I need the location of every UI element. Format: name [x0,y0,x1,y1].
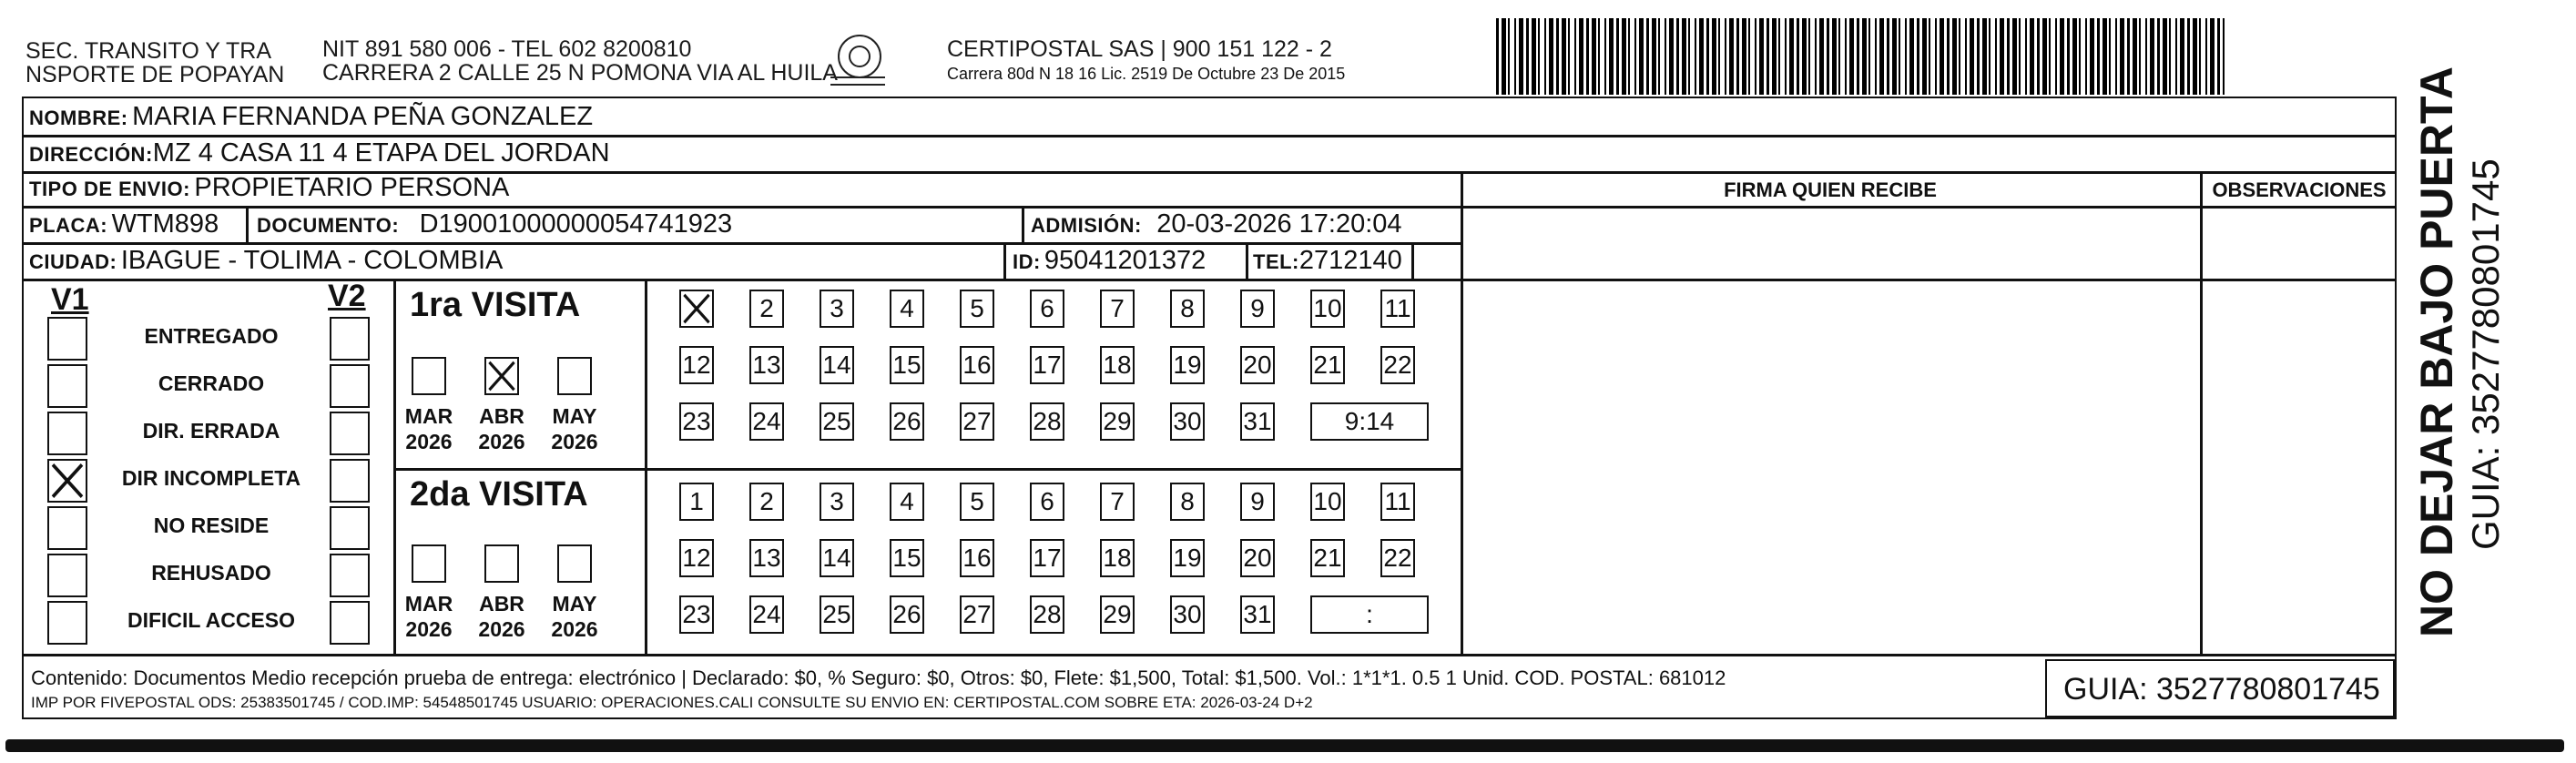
tel-value: 2712140 [1298,246,1402,275]
month-name: ABR [479,404,524,428]
v1-checkbox[interactable] [47,317,87,361]
v1-checkbox[interactable] [47,412,87,455]
v2-checkbox[interactable] [330,317,370,361]
name-value: MARIA FERNANDA PEÑA GONZALEZ [132,102,594,131]
day-box[interactable]: 19 [1170,539,1205,577]
day-box[interactable]: 11 [1380,483,1415,521]
check-mark-icon [681,291,712,326]
v2-checkbox[interactable] [330,506,370,550]
month-checkbox[interactable] [412,544,446,583]
logo-underline-icon [830,76,885,86]
day-box[interactable]: 24 [749,595,784,634]
v2-checkbox[interactable] [330,364,370,408]
day-box[interactable]: 4 [890,483,924,521]
v2-checkbox[interactable] [330,554,370,597]
day-box[interactable]: 15 [890,346,924,384]
day-box[interactable]: 31 [1240,595,1275,634]
cell-divider [1003,242,1006,279]
id-field [1013,246,1206,276]
city-value: IBAGUE - TOLIMA - COLOMBIA [120,246,504,275]
footer-divider [22,654,2397,656]
id-value: 95041201372 [1044,246,1207,275]
day-box[interactable]: 17 [1030,539,1064,577]
day-box[interactable]: 8 [1170,483,1205,521]
signature-header: FIRMA QUIEN RECIBE [1724,178,1937,201]
v1-checkbox[interactable] [47,554,87,597]
month-name: ABR [479,592,524,615]
day-box[interactable]: 21 [1310,539,1345,577]
month-name: MAY [552,404,597,428]
plate-value: WTM898 [111,209,219,239]
courier-logo-icon [838,35,881,78]
row-divider [22,279,2397,281]
day-box[interactable]: 23 [679,595,714,634]
day-box[interactable]: 26 [890,595,924,634]
day-box[interactable]: 4 [890,290,924,328]
day-box[interactable]: 16 [960,346,994,384]
time-box[interactable]: 9:14 [1310,402,1429,441]
address-field [29,138,610,168]
month-year: 2026 [405,430,453,453]
day-box[interactable]: 31 [1240,402,1275,441]
v2-label: V2 [328,279,366,313]
plate-field [29,209,219,239]
day-box[interactable]: 10 [1310,290,1345,328]
day-box[interactable]: 14 [820,346,854,384]
day-box[interactable]: 5 [960,483,994,521]
day-box[interactable]: 18 [1100,539,1135,577]
status-label: ENTREGADO [144,324,279,348]
status-label: NO RESIDE [153,514,270,537]
type-value: PROPIETARIO PERSONA [194,173,510,202]
day-box[interactable]: 3 [820,483,854,521]
day-box[interactable]: 25 [820,402,854,441]
month-year: 2026 [478,617,525,641]
address-value: MZ 4 CASA 11 4 ETAPA DEL JORDAN [152,138,610,168]
admission-value: 20-03-2026 17:20:04 [1156,209,1402,239]
courier-name: CERTIPOSTAL SAS | 900 151 122 - 2 [947,36,1332,62]
day-box[interactable]: 1 [679,483,714,521]
day-box[interactable]: 27 [960,595,994,634]
month-name: MAY [552,592,597,615]
day-box[interactable]: 23 [679,402,714,441]
day-box[interactable]: 18 [1100,346,1135,384]
day-box[interactable]: 12 [679,539,714,577]
second-visit-title: 2da VISITA [410,475,588,514]
month-name: MAR [404,592,453,615]
day-box[interactable]: 10 [1310,483,1345,521]
visit-panel-left [393,279,396,654]
visit-panel-divider [645,279,647,654]
day-box[interactable]: 27 [960,402,994,441]
v2-checkbox[interactable] [330,601,370,645]
month-checkbox[interactable] [557,357,592,395]
status-label: DIR INCOMPLETA [121,466,301,490]
side-warning: NO DEJAR BAJO PUERTA [2411,66,2462,637]
day-box[interactable]: 19 [1170,346,1205,384]
status-label: DIR. ERRADA [142,419,280,443]
v1-checkbox[interactable] [47,601,87,645]
tel-field [1253,246,1402,276]
row-divider [22,242,1461,245]
signature-column-left [1461,171,1463,654]
day-box[interactable]: 6 [1030,483,1064,521]
bottom-bar [5,739,2564,752]
admission-field [1031,209,1402,239]
day-box[interactable]: 16 [960,539,994,577]
row-divider [1461,206,2397,209]
day-box[interactable]: 22 [1380,346,1415,384]
day-box[interactable]: 28 [1030,595,1064,634]
day-box[interactable]: 20 [1240,346,1275,384]
day-box[interactable]: 30 [1170,595,1205,634]
time-box[interactable]: : [1310,595,1429,634]
v1-checkbox[interactable] [47,506,87,550]
cell-divider [1022,206,1024,242]
visit-divider [393,468,1461,471]
day-box[interactable]: 15 [890,539,924,577]
tel-label: TEL: [1253,250,1299,273]
day-box[interactable]: 29 [1100,595,1135,634]
first-visit-title: 1ra VISITA [410,286,581,324]
month-year: 2026 [551,430,598,453]
type-field [29,173,509,203]
cell-divider [1411,242,1414,279]
day-box[interactable] [679,290,714,328]
address-line: CARRERA 2 CALLE 25 N POMONA VIA AL HUILA [322,60,838,86]
plate-label: PLACA: [29,214,108,237]
id-label: ID: [1013,250,1041,273]
month-checkbox[interactable] [557,544,592,583]
day-box[interactable]: 13 [749,346,784,384]
day-box[interactable]: 7 [1100,483,1135,521]
day-box[interactable]: 6 [1030,290,1064,328]
doc-label: DOCUMENTO: [257,214,400,237]
status-label: CERRADO [158,371,265,395]
nit-line: NIT 891 580 006 - TEL 602 8200810 [322,36,692,62]
city-label: CIUDAD: [29,250,117,273]
type-label: TIPO DE ENVIO: [29,178,190,200]
barcode-icon [1496,18,2225,95]
day-box[interactable]: 28 [1030,402,1064,441]
v1-checkbox[interactable] [47,364,87,408]
day-box[interactable]: 12 [679,346,714,384]
city-field [29,246,503,276]
day-box[interactable]: 9 [1240,483,1275,521]
row-divider [22,135,2397,137]
courier-license: Carrera 80d N 18 16 Lic. 2519 De Octubre 23 De 2015 [947,65,1346,83]
day-box[interactable]: 5 [960,290,994,328]
day-box[interactable]: 30 [1170,402,1205,441]
month-year: 2026 [405,617,453,641]
cell-divider [246,206,249,242]
day-box[interactable]: 21 [1310,346,1345,384]
imp-line: IMP POR FIVEPOSTAL ODS: 25383501745 / COD.IMP: 54548501745 USUARIO: OPERACIONES.CALI CONSULTE SU ENVIO EN: CERTIPOSTAL.COM SOBRE ETA: 2026-03-24 D+2 [31,694,1313,711]
status-label: REHUSADO [151,561,271,585]
day-box[interactable]: 13 [749,539,784,577]
side-guia: GUIA: 3527780801745 [2464,158,2507,550]
v2-checkbox[interactable] [330,412,370,455]
day-box[interactable]: 26 [890,402,924,441]
day-box[interactable]: 2 [749,483,784,521]
day-box[interactable]: 11 [1380,290,1415,328]
observations-column-left [2200,171,2203,654]
v1-checkbox[interactable] [47,459,87,503]
day-box[interactable]: 17 [1030,346,1064,384]
day-box[interactable]: 24 [749,402,784,441]
day-box[interactable]: 25 [820,595,854,634]
admission-label: ADMISIÓN: [1031,214,1142,237]
day-box[interactable]: 9 [1240,290,1275,328]
day-box[interactable]: 29 [1100,402,1135,441]
day-box[interactable]: 8 [1170,290,1205,328]
day-box[interactable]: 7 [1100,290,1135,328]
doc-value: D19001000000054741923 [419,209,733,239]
v2-checkbox[interactable] [330,459,370,503]
doc-field [257,209,732,239]
cell-divider [1246,242,1248,279]
day-box[interactable]: 3 [820,290,854,328]
day-box[interactable]: 22 [1380,539,1415,577]
v1-label: V1 [51,282,89,317]
status-label: DIFICIL ACCESO [127,608,295,632]
check-mark-icon [49,461,86,501]
address-label: DIRECCIÓN: [29,143,153,166]
month-year: 2026 [551,617,598,641]
month-year: 2026 [478,430,525,453]
guia-box-text: GUIA: 3527780801745 [2063,672,2380,707]
month-name: MAR [404,404,453,428]
day-box[interactable]: 2 [749,290,784,328]
office-line-2: NSPORTE DE POPAYAN [25,62,285,87]
day-box[interactable]: 14 [820,539,854,577]
check-mark-icon [486,359,517,393]
name-field [29,102,593,132]
observations-header: OBSERVACIONES [2212,178,2387,201]
name-label: NOMBRE: [29,107,128,129]
day-box[interactable]: 20 [1240,539,1275,577]
month-checkbox[interactable] [484,357,519,395]
month-checkbox[interactable] [412,357,446,395]
office-line-1: SEC. TRANSITO Y TRA [25,38,271,64]
month-checkbox[interactable] [484,544,519,583]
content-line: Contenido: Documentos Medio recepción prueba de entrega: electrónico | Declarado: $0, % Seguro: $0, Otros: $0, Flete: $1,500, Total: $1,500. Vol.: 1*1*1. 0.5 1 Unid. COD. POSTAL: 681012 [31,666,1726,689]
